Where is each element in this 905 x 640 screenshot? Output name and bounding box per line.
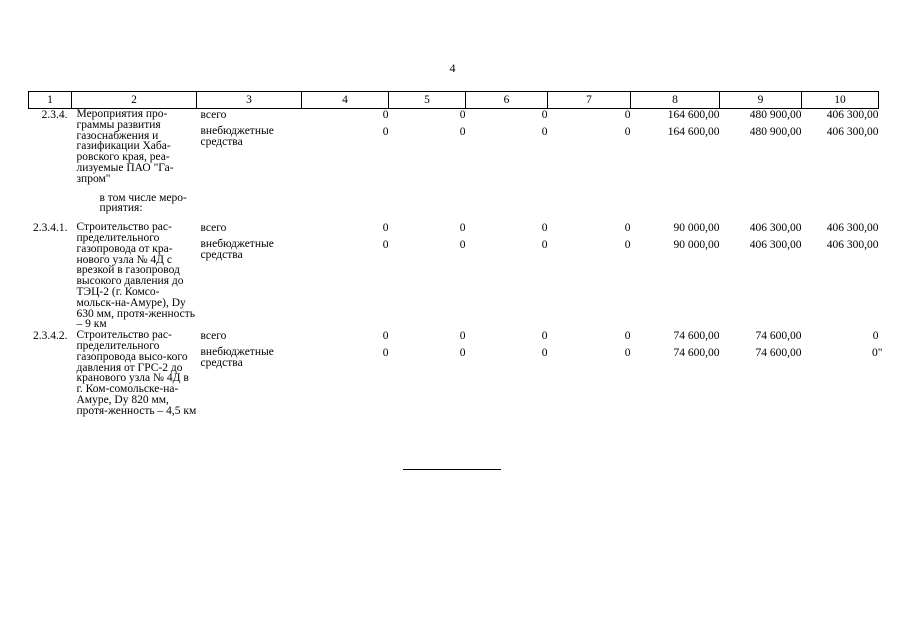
value-cell: 406 300,00 [826,222,879,235]
source-total: всего [200,109,227,121]
column-header: 2 [72,92,197,109]
value-cell: 0 [459,347,466,360]
table-row [29,109,879,185]
value-cell: 0 [624,126,631,138]
column-header: 3 [197,92,302,109]
value-cell: 0 [541,330,548,343]
subheading: в том числе меро-приятия: [99,191,187,215]
column-header: 5 [389,92,466,109]
value-cell: 0 [541,126,548,138]
value-cell: 0 [459,222,466,235]
table-row [29,214,879,330]
value-cell: 0 [624,222,631,235]
row-code: 2.3.4.1. [33,222,68,235]
value-cell: 0 [624,109,631,121]
column-header: 6 [466,92,548,109]
funding-sources [197,214,302,330]
value-cell: 164 600,00 [667,109,720,121]
column-header: 8 [631,92,720,109]
value-cell: 0 [624,239,631,252]
column-header: 10 [802,92,879,109]
value-cell: 74 600,00 [673,330,720,343]
value-cell: 0 [541,347,548,360]
footer-divider [403,469,501,470]
header-row [29,92,879,109]
funding-sources [197,330,302,416]
value-cell: 480 900,00 [749,109,802,121]
value-cell: 406 300,00 [826,109,879,121]
value-cell: 406 300,00 [826,239,879,252]
value-cell: 74 600,00 [755,347,802,360]
value-cell: 74 600,00 [755,330,802,343]
value-cell: 0" [872,347,883,360]
row-name: Строительство рас-пределительного газопровода высо-кого давления от ГРС-2 до кранового узла № 4Д в г. Ком-сомольске-на-Амуре, Dy 820 мм, протя-женность – 4,5 км [76,329,197,417]
column-header: 7 [548,92,631,109]
row-name: Мероприятия про-граммы развития газоснабжения и газификации Хаба-ровского края, реа-лизуемые ПАО "Га-зпром" [76,108,174,185]
column-header: 1 [29,92,72,109]
value-cell: 0 [541,239,548,252]
value-cell: 0 [624,330,631,343]
value-cell: 74 600,00 [673,347,720,360]
row-code: 2.3.4.2. [33,330,68,343]
value-cell: 406 300,00 [749,222,802,235]
value-cell: 0 [382,222,389,235]
value-cell: 0 [459,126,466,138]
source-extrabudget: внебюджетные средства [200,238,274,261]
value-cell: 0 [624,347,631,360]
source-total: всего [200,222,227,235]
value-cell: 0 [541,109,548,121]
value-cell: 0 [382,126,389,138]
source-extrabudget: внебюджетные средства [200,346,274,369]
column-header: 9 [720,92,802,109]
program-table [28,91,883,417]
subheading-row [29,185,879,215]
source-total: всего [200,330,227,343]
value-cell: 0 [541,222,548,235]
row-code: 2.3.4. [41,109,68,121]
value-cell: 90 000,00 [673,222,720,235]
value-cell: 0 [872,330,879,343]
value-cell: 0 [459,330,466,343]
value-cell: 0 [459,109,466,121]
value-cell: 90 000,00 [673,239,720,252]
row-name: Строительство рас-пределительного газопровода от кра-нового узла № 4Д с врезкой в газопровод высокого давления до ТЭЦ-2 (г. Комсо-мольск-на-Амуре), Dy 630 мм, протя-женность – 9 км [76,221,196,331]
value-cell: 0 [382,347,389,360]
value-cell: 0 [382,109,389,121]
page-number: 4 [449,61,456,75]
value-cell: 0 [459,239,466,252]
table-row [29,330,879,416]
column-header: 4 [302,92,389,109]
source-extrabudget: внебюджетные средства [200,125,274,148]
funding-sources [197,109,302,185]
value-cell: 0 [382,239,389,252]
value-cell: 164 600,00 [667,126,720,138]
value-cell: 0 [382,330,389,343]
value-cell: 406 300,00 [826,126,879,138]
value-cell: 406 300,00 [749,239,802,252]
value-cell: 480 900,00 [749,126,802,138]
